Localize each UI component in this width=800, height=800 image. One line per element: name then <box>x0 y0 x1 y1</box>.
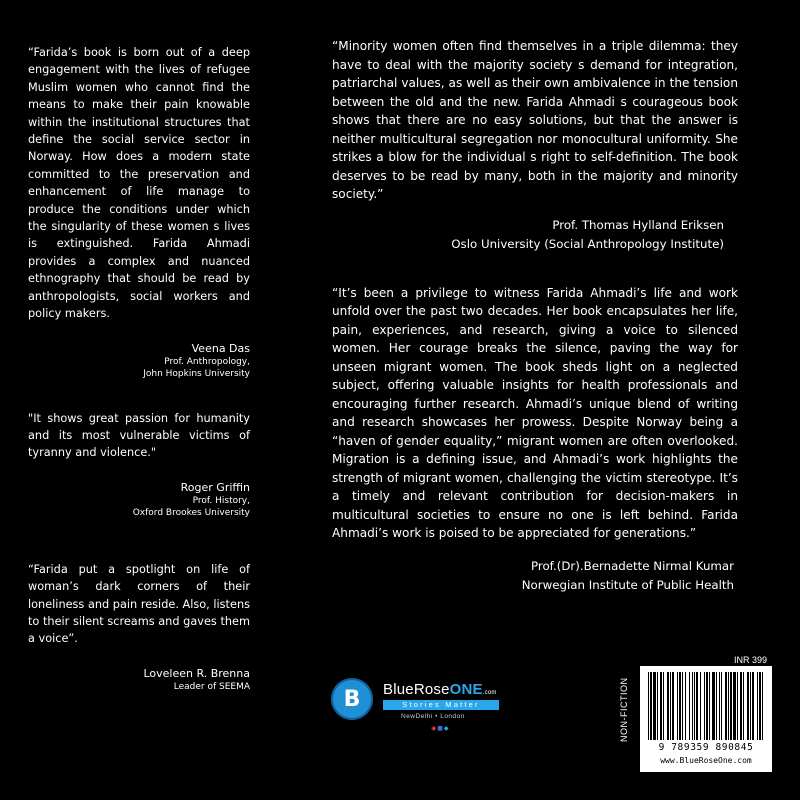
social-icons <box>431 725 450 732</box>
barcode-bar <box>704 672 705 740</box>
quote-veena-das: “Farida’s book is born out of a deep engagement with the lives of refugee Muslim women who cannot find the means to make their pain knowable within the institutional structures that define the social service sector in Norway. How does a modern state committed to the preservation and enhancement of life manage to produce the conditions under which the singularity of these women s lives is extinguished. Farida Ahmadi provides a complex and nuanced ethnography that should be read by anthropologists, social workers and policy makers. <box>28 46 250 321</box>
barcode-bar <box>706 672 708 740</box>
barcode-bar <box>670 672 671 740</box>
barcode-bar <box>759 672 761 740</box>
barcode-bar <box>660 672 662 740</box>
author-name: Prof.(Dr).Bernadette Nirmal Kumar <box>530 558 734 573</box>
barcode-bar <box>712 672 715 740</box>
author-affiliation: Oxford Brookes University <box>132 507 250 518</box>
author-title: Prof. History, <box>192 495 250 506</box>
price-label: INR 399 <box>734 655 768 665</box>
barcode-bar <box>716 672 717 740</box>
barcode-bar <box>667 672 669 740</box>
author-name: Prof. Thomas Hylland Eriksen <box>552 217 724 232</box>
barcode-bar <box>730 672 732 740</box>
barcode-bar <box>737 672 738 740</box>
twitter-icon: ◆ <box>443 725 450 732</box>
publisher-cities: NewDelhi • London <box>401 713 465 720</box>
barcode-bar <box>743 672 744 740</box>
barcode-bar <box>733 672 736 740</box>
barcode-bar <box>692 672 693 740</box>
author-title: Leader of SEEMA <box>173 681 250 692</box>
barcode <box>640 666 772 772</box>
barcode-bar <box>648 672 649 740</box>
author-name: Veena Das <box>191 341 250 355</box>
barcode-bar <box>700 672 701 740</box>
genre-label: NON-FICTION <box>619 677 629 743</box>
author-title: Prof. Anthropology, <box>164 356 250 367</box>
quote-loveleen-brenna: “Farida put a spotlight on life of woman’s dark corners of their loneliness and pain reside. Also, listens to their silent screams and gaves them a voice”. <box>28 562 250 646</box>
attribution-veena-das <box>28 341 250 380</box>
barcode-bar <box>657 672 658 740</box>
publisher-logo <box>331 678 531 742</box>
barcode-bar <box>728 672 729 740</box>
author-affiliation: John Hopkins University <box>143 368 250 379</box>
barcode-bar <box>677 672 678 740</box>
barcode-bar <box>709 672 710 740</box>
barcode-bar <box>663 672 664 740</box>
barcode-bar <box>721 672 722 740</box>
barcode-bar <box>757 672 758 740</box>
barcode-bar <box>689 672 690 740</box>
barcode-bar <box>650 672 652 740</box>
author-name: Loveleen R. Brenna <box>143 666 250 680</box>
barcode-bar <box>653 672 656 740</box>
quote-roger-griffin: "It shows great passion for humanity and its most vulnerable victims of tyranny and violence." <box>28 411 250 460</box>
publisher-tagline: Stories Matter <box>383 700 499 710</box>
attribution-thomas-eriksen <box>332 216 738 254</box>
right-column <box>332 37 738 595</box>
barcode-bar <box>694 672 695 740</box>
author-name: Roger Griffin <box>180 480 250 494</box>
quote-bernadette-kumar: “It’s been a privilege to witness Farida Ahmadi’s life and work unfold over the past two decades. Her book encapsulates her life, pain, experiences, and research, giving a voice to silenced women. Her courage breaks the silence, paving the way for unseen migrant women. The book sheds light on a neglected subject, offering valuable insights for health professionals and encouraging further research. Ahmadi’s unique blend of writing and research showcases her prowess. Despite Norway being a “haven of gender equality,” migrant women are often overlooked. Migration is a defining issue, and Ahmadi’s work highlights the strength of migrant women, challenging the victim stereotype. It’s a timely and relevant contribution for decision-makers in multicultural societies to ensure no one is left behind. Farida Ahmadi’s work is poised to be appreciated for generations.” <box>332 285 738 540</box>
barcode-bar <box>752 672 754 740</box>
isbn-number: 9 789359 890845 <box>658 742 754 753</box>
barcode-bar <box>672 672 674 740</box>
barcode-bar <box>747 672 749 740</box>
author-affiliation: Norwegian Institute of Public Health <box>521 577 734 592</box>
attribution-roger-griffin <box>28 480 250 519</box>
barcode-bar <box>696 672 698 740</box>
quote-thomas-eriksen: “Minority women often find themselves in a triple dilemma: they have to deal with the majority society s demand for integration, patriarchal values, as well as their own ambivalence in the tension between the old and the new. Farida Ahmadi s courageous book shows that there are no easy solutions, but that the answer is neither multicultural segregation nor monocultural uniformity. She strikes a blow for the individual s right to self-definition. The book deserves to be read by many, both in the majority and minority society.” <box>332 39 738 201</box>
facebook-icon: ■ <box>437 725 444 732</box>
barcode-bar <box>679 672 681 740</box>
instagram-icon: ◉ <box>431 725 438 732</box>
barcode-bar <box>682 672 683 740</box>
publisher-url: www.BlueRoseOne.com <box>660 756 752 765</box>
barcode-bar <box>762 672 763 740</box>
left-column <box>28 44 250 693</box>
barcode-bar <box>685 672 686 740</box>
attribution-bernadette-kumar <box>332 557 738 595</box>
publisher-name: BlueRoseONE.com <box>383 681 497 698</box>
barcode-bar <box>719 672 720 740</box>
author-affiliation: Oslo University (Social Anthropology Institute) <box>451 236 724 251</box>
attribution-loveleen-brenna <box>28 666 250 693</box>
logo-b-icon: B <box>331 678 373 720</box>
barcode-bar <box>750 672 751 740</box>
barcode-bar <box>740 672 742 740</box>
barcode-bars <box>646 672 766 742</box>
barcode-bar <box>725 672 727 740</box>
